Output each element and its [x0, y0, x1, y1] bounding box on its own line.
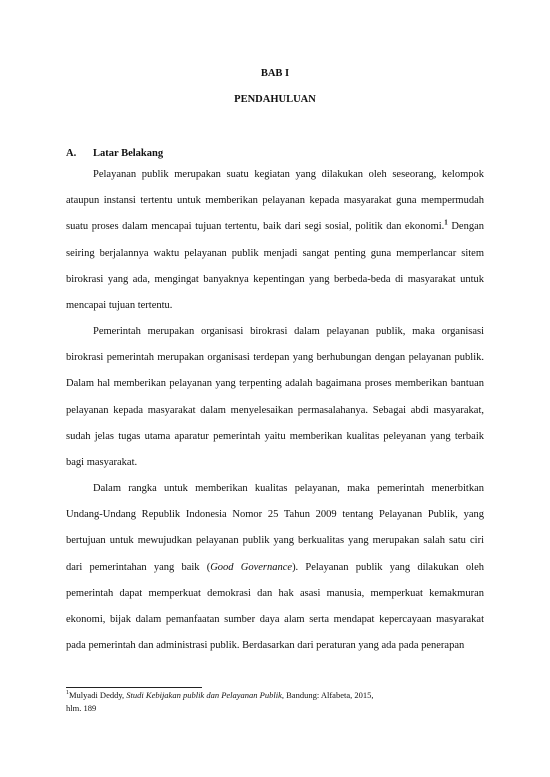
footnote-book-title: Studi Kebijakan publik dan Pelayanan Publik — [126, 690, 282, 700]
footnote-separator — [66, 687, 202, 688]
paragraph-3 — [66, 476, 484, 659]
footnote-reference: 1 — [444, 218, 448, 227]
footnote-publisher: , Bandung: Alfabeta, 2015, — [281, 690, 374, 700]
paragraph-2: Pemerintah merupakan organisasi birokrasi dalam pelayanan publik, maka organisasi birokrasi pemerintah merupakan organisasi terdepan yang berhubungan dengan pelayanan publik. Dalam hal memberikan pelayanan yang terpenting adalah bagaimana proses memberikan bantuan pelayanan kepada masyarakat dalam menyelesaikan permasalahanya. Sebagai abdi masyarakat, sudah jelas tugas utama aparatur pemerintah yaitu memberikan kualitas peleyanan yang terbaik bagi masyarakat. — [66, 326, 484, 469]
footnote-author: Mulyadi Deddy, — [69, 690, 127, 700]
chapter-label: BAB I — [260, 68, 290, 79]
paragraph-1 — [66, 162, 484, 319]
section-number: A. — [66, 148, 77, 159]
footnote — [66, 689, 484, 714]
footnote-page: hlm. 189 — [66, 702, 97, 713]
paragraph-3-italic-term: Good Governance — [210, 561, 293, 573]
paragraph-1-text-a: Pelayanan publik merupakan suatu kegiatan yang dilakukan oleh seseorang, kelompok ataupun instansi tertentu untuk memberikan pelayanan kepada masyarakat guna mempermudah suatu proses dalam mencapai tujuan tertentu, baik dari segi sosial, politik dan ekonomi. — [66, 169, 484, 233]
paragraph-3-text-a: Dalam rangka untuk memberikan kualitas pelayanan, maka pemerintah menerbitkan Undang-Undang Republik Indonesia Nomor 25 Tahun 2009 tentang Pelayanan Publik, yang bertujuan untuk mewujudkan pelayanan publik yang berkualitas yang merupakan salah satu ciri dari pemerintahan yang baik ( — [66, 483, 484, 573]
section-heading — [66, 148, 163, 159]
paragraph-3-text-b: ). Pelayanan publik yang dilakukan oleh pemerintah dapat memperkuat demokrasi dan hak asasi manusia, memperkuat kemakmuran ekonomi, bijak dalam pemanfaatan sumber daya alam serta mendapat kepercayaan masyarakat pada pemerintah dan administrasi publik. Berdasarkan dari peraturan yang ada pada penerapan — [66, 561, 485, 652]
paragraph-1-text-b: Dengan seiring berjalannya waktu pelayanan publik menjadi sangat penting guna memperlancar sitem birokrasi yang ada, mengingat banyaknya kepentingan yang berbeda-beda di masyarakat untuk mencapai tujuan tertentu. — [66, 221, 485, 312]
footnote-mark: 1 — [66, 690, 69, 697]
section-title: Latar Belakang — [93, 148, 164, 159]
chapter-title: PENDAHULUAN — [234, 94, 316, 105]
